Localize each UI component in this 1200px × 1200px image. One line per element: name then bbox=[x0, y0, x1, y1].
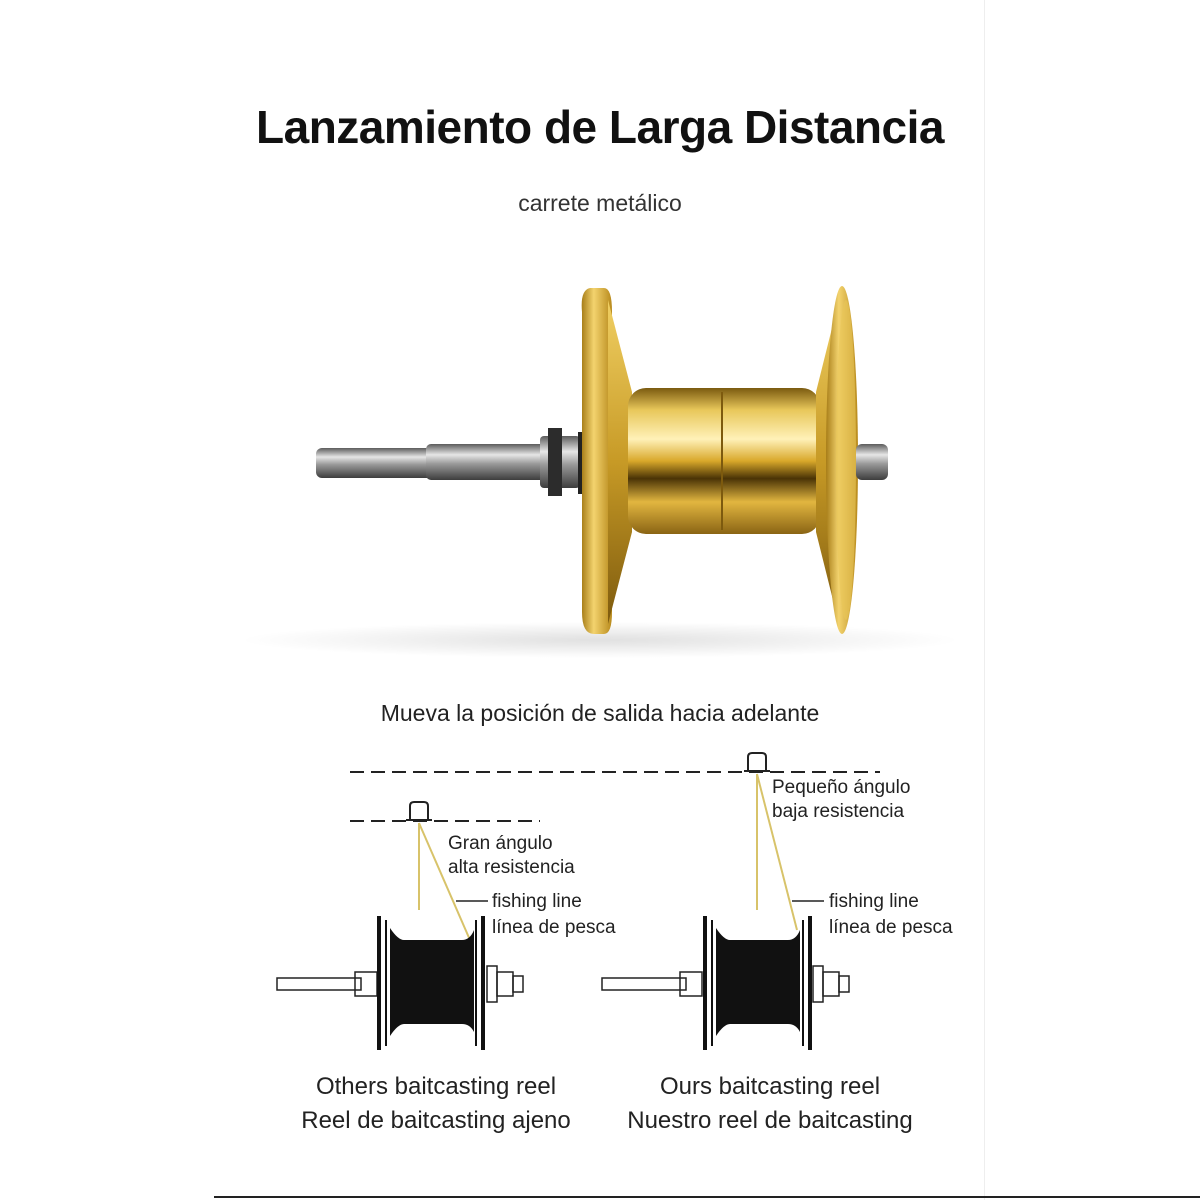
right-line-label-es: línea de pesca bbox=[829, 917, 953, 938]
left-line-guide-icon bbox=[406, 802, 432, 820]
page-title: Lanzamiento de Larga Distancia bbox=[256, 101, 944, 153]
right-reel-icon bbox=[602, 916, 849, 1050]
right-caption-es: Nuestro reel de baitcasting bbox=[627, 1107, 913, 1134]
left-line-label-en: fishing line bbox=[492, 891, 582, 912]
left-caption-en: Others baitcasting reel bbox=[315, 1073, 557, 1100]
left-line-label-es: línea de pesca bbox=[492, 917, 616, 938]
left-caption-es: Reel de baitcasting ajeno bbox=[301, 1107, 571, 1134]
right-angle-label-1: Pequeño ángulo bbox=[772, 777, 911, 798]
page-subtitle: carrete metálico bbox=[518, 190, 682, 216]
right-angle-label-2: baja resistencia bbox=[772, 801, 905, 822]
bottom-divider bbox=[214, 1196, 1200, 1198]
diagram-headline: Mueva la posición de salida hacia adelante bbox=[380, 700, 820, 726]
left-angle-label-1: Gran ángulo bbox=[448, 833, 553, 854]
left-reel-icon bbox=[277, 916, 523, 1050]
right-caption-en: Ours baitcasting reel bbox=[659, 1073, 881, 1100]
left-angle-label-2: alta resistencia bbox=[448, 857, 575, 878]
right-line-guide-icon bbox=[744, 753, 770, 771]
right-line-label-en: fishing line bbox=[829, 891, 919, 912]
